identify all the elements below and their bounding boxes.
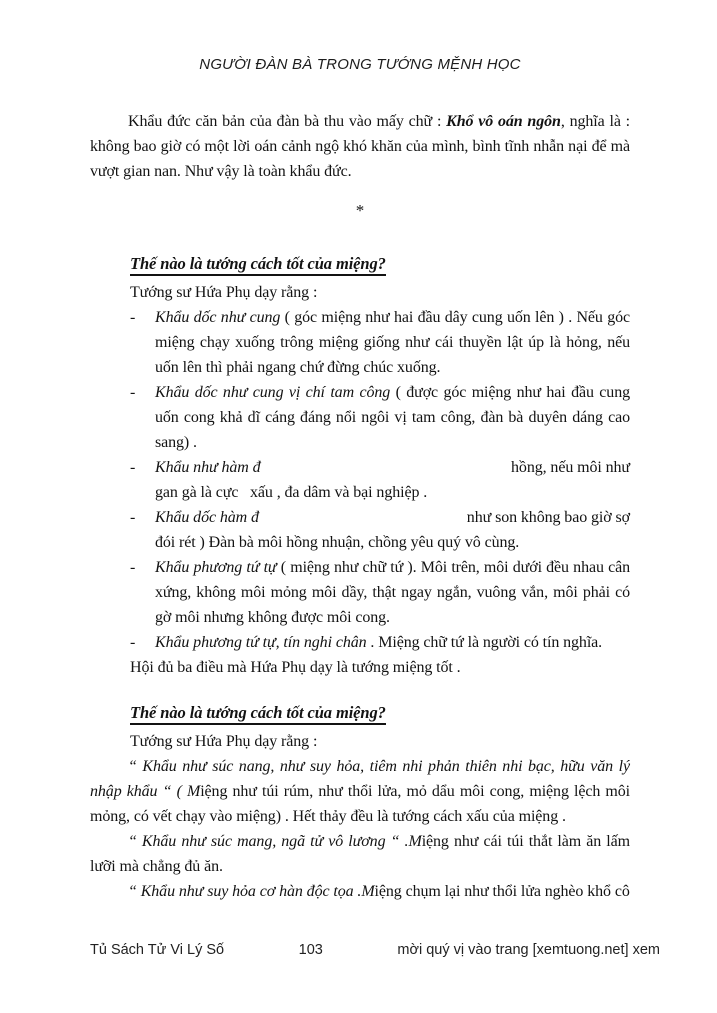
dash-bullet: - [130, 559, 136, 576]
trait-term: Khẩu dốc hàm đ [155, 509, 259, 526]
trait-desc: . Miệng chữ tứ là người có tín nghĩa. [366, 634, 603, 651]
trait-term: Khẩu dốc như cung vị chí tam công [155, 384, 391, 401]
list-item [90, 380, 630, 455]
list-item [90, 305, 630, 380]
trait-desc: ( góc miệng như hai đầu dây cung uốn lên ) . Nếu góc miệng chạy xuống trông miệng giống như cái thuyền lật úp là hỏng, nếu uốn lên thì phải ngang chứ đừng chúc xuống. [155, 309, 630, 376]
dash-bullet: - [130, 459, 136, 476]
faded-text-line [155, 455, 630, 480]
page-footer [90, 938, 660, 963]
quote-paragraph [90, 829, 630, 879]
list-item [90, 505, 630, 555]
section-good-closing: Hội đủ ba điều mà Hứa Phụ dạy là tướng miệng tốt . [130, 659, 461, 676]
chinese-quote: “ Khẩu như súc nang, như suy hỏa, tiêm nhi phản thiên nhi bạc, hữu văn lý nhập khẩu “ ( M [90, 758, 630, 800]
dash-bullet: - [130, 634, 136, 651]
footer-site-note: mời quý vị vào trang [xemtuong.net] xem [397, 942, 660, 958]
section-heading-bad-text: Thế nào là tướng cách tốt của miệng? [130, 703, 386, 725]
asterisk-separator: * [355, 201, 365, 220]
quote-paragraph [90, 754, 630, 829]
trait-term: Khẩu phương tứ tự [155, 559, 277, 576]
intro-text-tail: , nghĩa là : không bao giờ có một lời oán cảnh ngộ khó khăn của mình, bình tĩnh nhẫn nại để mà vượt gian nan. Như vậy là toàn khẩu đức. [90, 113, 631, 180]
page-number: 103 [298, 942, 323, 958]
trait-list [90, 305, 630, 655]
running-header-title: NGƯỜI ĐÀN BÀ TRONG TƯỚNG MỆNH HỌC [199, 56, 521, 73]
footer-series-title: Tủ Sách Tử Vi Lý Số [90, 942, 225, 958]
dash-bullet: - [130, 309, 136, 326]
trait-term: Khẩu như hàm đ [155, 459, 261, 476]
intro-text-lead: Khẩu đức căn bản của đàn bà thu vào mấy chữ : [128, 113, 447, 130]
dash-bullet: - [130, 384, 136, 401]
trait-desc-continuation: gan gà là cực xấu , đa dâm và bại nghiệp . [155, 484, 428, 501]
trait-term: Khẩu phương tứ tự, tín nghi chân [155, 634, 367, 651]
dash-bullet: - [130, 509, 136, 526]
section-heading-bad [130, 700, 630, 725]
quote-explanation: iệng như cái túi thắt làm ăn lấm lưỡi mà chẳng đủ ăn. [90, 833, 630, 875]
list-item [90, 630, 630, 655]
trait-desc: ( được góc miệng như hai đầu cung uốn cong khả dĩ cáng đáng nổi ngôi vị tam công, đàn bà duyên dáng cao sang) . [155, 384, 631, 451]
quote-paragraph [90, 879, 630, 904]
chinese-quote: “ Khẩu như súc mang, ngã tử vô lương “ .M [128, 833, 422, 850]
intro-paragraph [90, 109, 630, 184]
trait-desc-right: như son không bao giờ sợ [466, 509, 630, 526]
intro-emphasis: Khổ vô oán ngôn [446, 113, 561, 130]
trait-term: Khẩu dốc như cung [155, 309, 281, 326]
trait-desc-right: hồng, nếu môi như [511, 459, 630, 476]
trait-desc: ( miệng như chữ tứ ). Môi trên, môi dưới đều nhau cân xứng, không môi mỏng môi dầy, thật ngay ngắn, vuông vắn, môi phải có gờ môi nhưng không được môi cong. [155, 559, 630, 626]
section-good-lede: Tướng sư Hứa Phụ dạy rằng : [130, 284, 318, 301]
chinese-quote: “ Khẩu như suy hỏa cơ hàn độc tọa .M [128, 883, 375, 900]
trait-desc-continuation: đói rét ) Đàn bà môi hồng nhuận, chồng yêu quý vô cùng. [155, 534, 520, 551]
section-heading-good-text: Thế nào là tướng cách tốt của miệng? [130, 254, 386, 276]
quote-explanation: iệng chụm lại như thổi lửa nghèo khổ cô [374, 883, 630, 900]
list-item [90, 555, 630, 630]
section-bad-lede: Tướng sư Hứa Phụ dạy rằng : [130, 733, 318, 750]
quote-explanation: iệng như túi rúm, như thổi lửa, mỏ dẩu môi cong, miệng lệch môi mỏng, có vết chạy vào miệng) . Hết thảy đều là tướng cách xấu của miệng . [90, 783, 630, 825]
section-heading-good [130, 251, 630, 276]
list-item [90, 455, 630, 505]
faded-text-line [155, 505, 630, 530]
